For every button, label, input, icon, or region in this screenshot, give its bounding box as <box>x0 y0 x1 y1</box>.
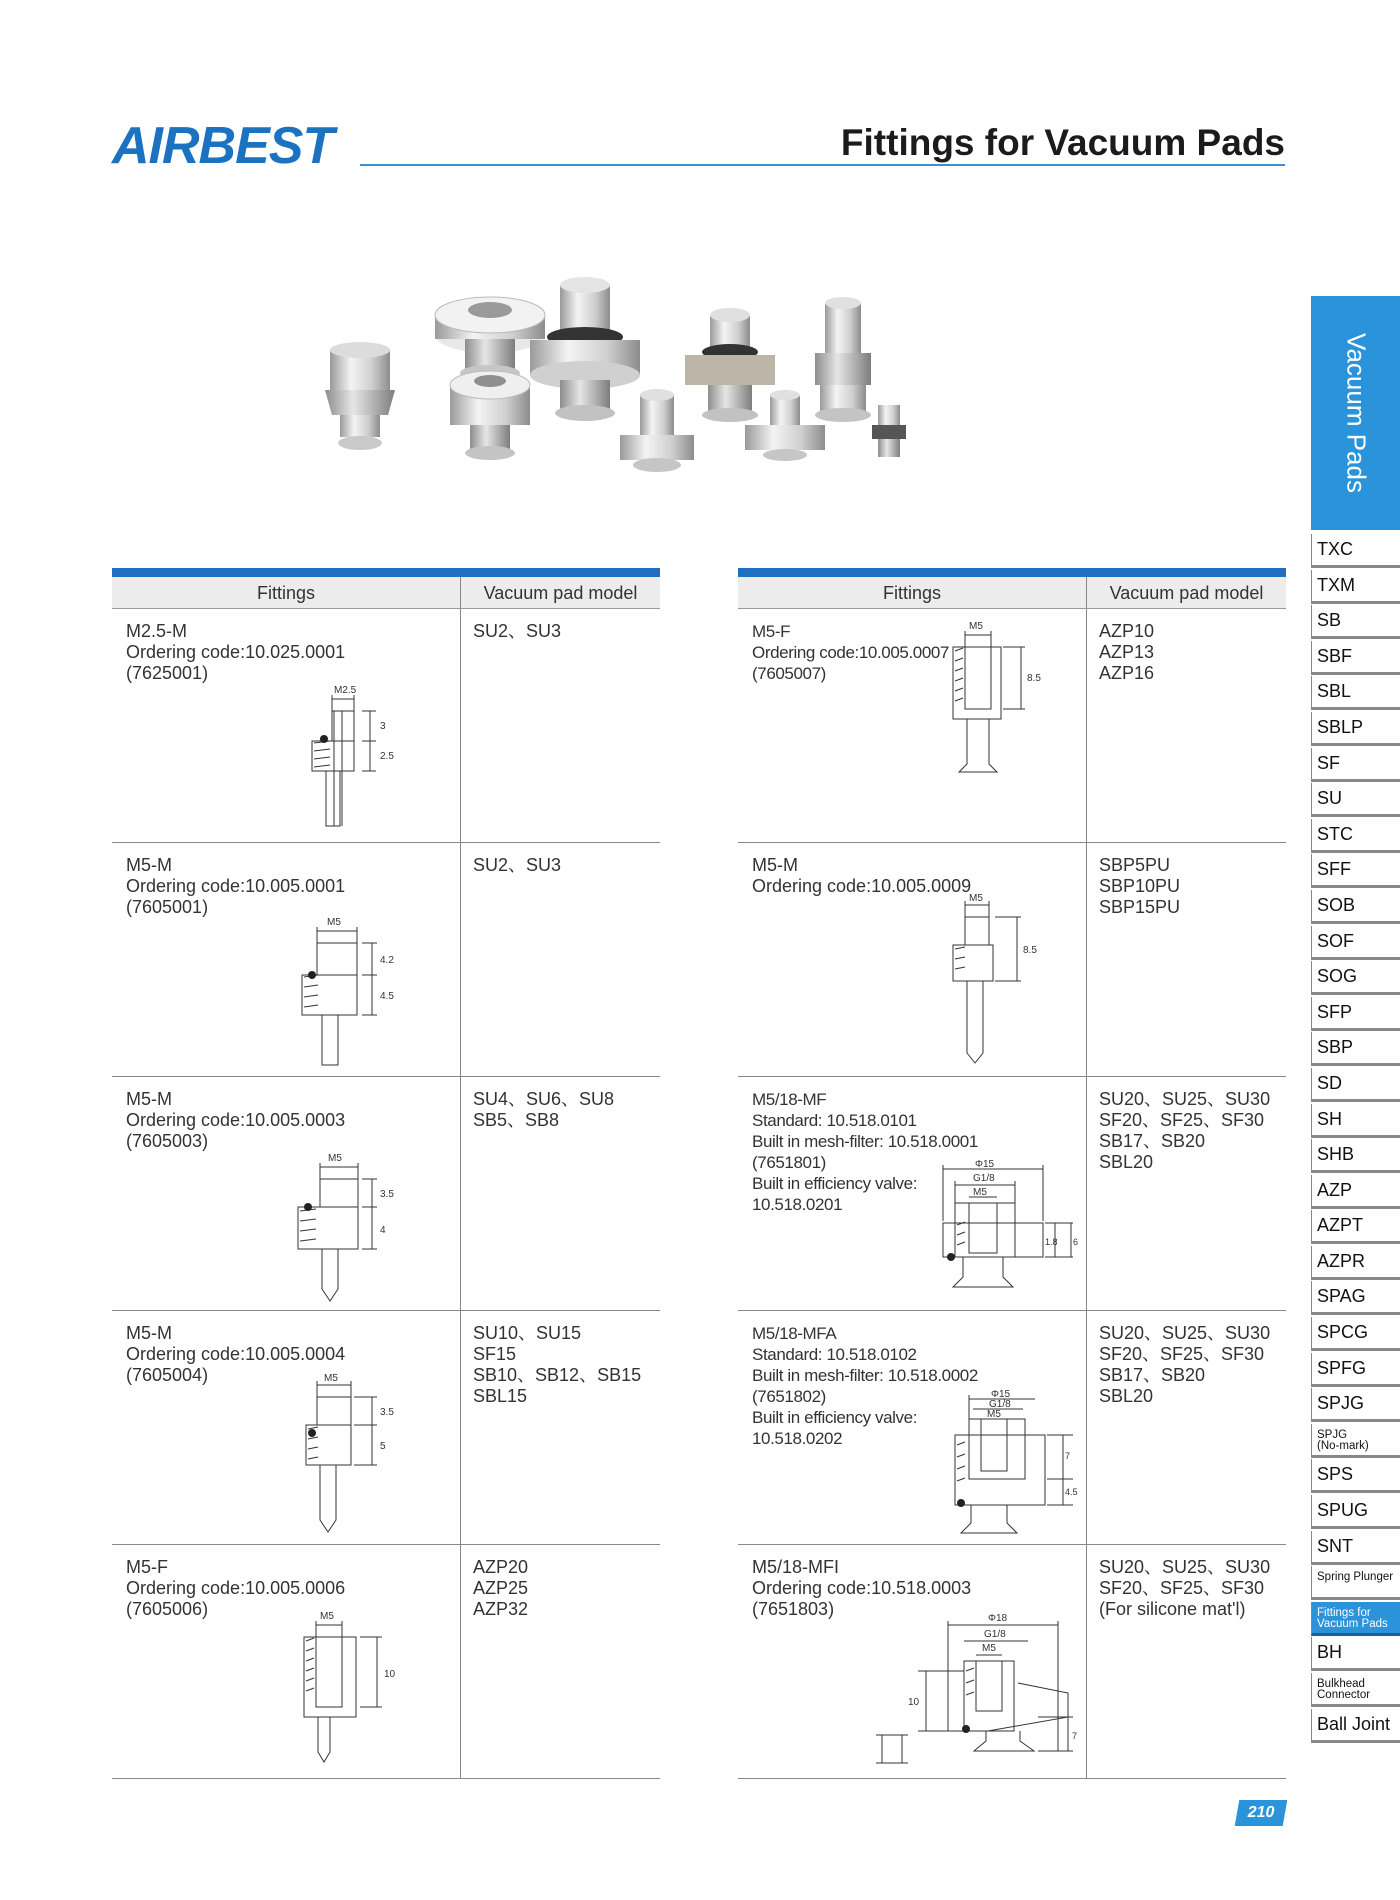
svg-text:8.5: 8.5 <box>1023 945 1037 956</box>
page-title: Fittings for Vacuum Pads <box>840 122 1285 163</box>
brand-logo: AIRBEST <box>112 117 334 175</box>
fitting-photo-5 <box>620 389 694 472</box>
header-vacuum-pad-model: Vacuum pad model <box>483 583 638 603</box>
side-nav-item[interactable]: SU <box>1311 783 1400 817</box>
fitting-drawing-m5-m <box>262 1149 432 1309</box>
pad-models: SU2、SU3 <box>473 855 562 875</box>
svg-text:M5: M5 <box>982 1643 996 1654</box>
table-row <box>738 1077 1286 1311</box>
fitting-description: M5-M Ordering code:10.005.0001 (7605001) <box>126 855 346 917</box>
svg-text:3: 3 <box>380 721 386 732</box>
table-row <box>112 1311 660 1545</box>
side-nav-item[interactable]: SPAG <box>1311 1281 1400 1315</box>
fitting-description: M5/18-MF Standard: 10.518.0101 Built in mesh-filter: 10.518.0001 (7651801) Built in efficiency valve: 10.518.0201 <box>752 1090 978 1214</box>
svg-text:M5: M5 <box>969 621 983 632</box>
side-nav-item[interactable]: SNT <box>1311 1531 1400 1565</box>
side-nav-item[interactable]: Spring Plunger <box>1311 1566 1400 1600</box>
table-row <box>738 1311 1286 1545</box>
svg-text:1.8: 1.8 <box>1045 1237 1058 1247</box>
side-nav-item[interactable]: SOB <box>1311 890 1400 924</box>
svg-text:7: 7 <box>1072 1731 1078 1741</box>
svg-text:8.5: 8.5 <box>1027 673 1041 684</box>
side-nav-item[interactable]: SHB <box>1311 1139 1400 1173</box>
svg-text:M5: M5 <box>973 1187 987 1198</box>
side-nav-list <box>1311 534 1400 1744</box>
fittings-table-right <box>738 568 1286 1779</box>
pad-models: SBP5PU SBP10PU SBP15PU <box>1099 855 1181 917</box>
svg-text:M5: M5 <box>328 1153 342 1164</box>
svg-text:3.5: 3.5 <box>380 1189 394 1200</box>
fitting-photo-4 <box>530 277 640 421</box>
fitting-drawing-m5-m <box>923 893 1083 1073</box>
svg-text:4.5: 4.5 <box>1065 1487 1078 1497</box>
svg-text:G1/8: G1/8 <box>973 1173 995 1184</box>
side-nav-item[interactable]: SB <box>1311 605 1400 639</box>
fitting-photo-7 <box>745 390 825 461</box>
fitting-description: M5/18-MFI Ordering code:10.518.0003 (7651803) <box>752 1557 972 1619</box>
svg-text:7: 7 <box>1065 1451 1071 1461</box>
table-row <box>112 1077 660 1311</box>
table-top-bar <box>112 568 660 577</box>
fitting-description: M5-M Ordering code:10.005.0004 (7605004) <box>126 1323 346 1385</box>
side-nav-item[interactable]: SPCG <box>1311 1317 1400 1351</box>
svg-text:2.5: 2.5 <box>380 751 394 762</box>
pad-models: SU2、SU3 <box>473 621 562 641</box>
header-rule <box>360 164 1285 166</box>
fitting-photo-6 <box>685 308 775 422</box>
page-number: 210 <box>1235 1800 1288 1826</box>
fitting-description: M5-F Ordering code:10.005.0007 (7605007) <box>752 622 949 683</box>
side-nav-item[interactable]: SOF <box>1311 926 1400 960</box>
side-nav-item[interactable]: SD <box>1311 1068 1400 1102</box>
table-row <box>112 1545 660 1779</box>
svg-text:M5: M5 <box>327 917 341 928</box>
pad-models: SU20、SU25、SU30 SF20、SF25、SF30 (For silicone mat'l) <box>1099 1557 1271 1619</box>
svg-text:M5: M5 <box>969 893 983 904</box>
svg-text:6: 6 <box>1073 1237 1079 1247</box>
svg-text:M5: M5 <box>987 1409 1001 1420</box>
svg-text:Φ15: Φ15 <box>975 1159 995 1170</box>
fitting-drawing-m5-18-mfi <box>868 1611 1083 1775</box>
side-nav-item[interactable]: SPJG (No-mark) <box>1311 1424 1400 1458</box>
svg-text:M2.5: M2.5 <box>334 685 357 696</box>
side-nav-item[interactable]: TXM <box>1311 570 1400 604</box>
side-nav-item[interactable]: SFP <box>1311 997 1400 1031</box>
side-nav-item[interactable]: SOG <box>1311 961 1400 995</box>
side-nav-item[interactable]: AZP <box>1311 1175 1400 1209</box>
fitting-drawing-m5-18-mfa <box>943 1389 1083 1543</box>
fitting-drawing-m5-f <box>923 617 1083 787</box>
section-tab-vacuum-pads[interactable]: Vacuum Pads <box>1311 296 1400 530</box>
fitting-drawing-m5-m <box>262 1373 432 1541</box>
side-nav-item[interactable]: AZPT <box>1311 1210 1400 1244</box>
svg-text:Φ18: Φ18 <box>988 1613 1008 1624</box>
svg-text:4.2: 4.2 <box>380 955 394 966</box>
product-photo <box>280 255 1140 495</box>
side-nav-item[interactable]: SPUG <box>1311 1495 1400 1529</box>
table-row <box>112 609 660 843</box>
fittings-table-left <box>112 568 660 1779</box>
fitting-description: M5-M Ordering code:10.005.0003 (7605003) <box>126 1089 346 1151</box>
table-header <box>738 577 1286 609</box>
side-nav-item[interactable]: SBF <box>1311 641 1400 675</box>
side-nav-item[interactable]: Fittings for Vacuum Pads <box>1311 1602 1400 1636</box>
table-header <box>112 577 660 609</box>
side-nav-item[interactable]: SBLP <box>1311 712 1400 746</box>
side-nav-item[interactable]: SPJG <box>1311 1388 1400 1422</box>
svg-text:G1/8: G1/8 <box>984 1629 1006 1640</box>
side-nav-item[interactable]: TXC <box>1311 534 1400 568</box>
side-nav-item[interactable]: SPS <box>1311 1459 1400 1493</box>
pad-models: AZP20 AZP25 AZP32 <box>473 1557 529 1619</box>
side-nav-item[interactable]: Ball Joint <box>1311 1709 1400 1743</box>
svg-text:G1/8: G1/8 <box>989 1399 1011 1410</box>
svg-text:4.5: 4.5 <box>380 991 394 1002</box>
fitting-description: M5/18-MFA Standard: 10.518.0102 Built in mesh-filter: 10.518.0002 (7651802) Built in efficiency valve: 10.518.0202 <box>752 1324 978 1448</box>
table-row <box>112 843 660 1077</box>
fitting-photo-9 <box>872 405 906 457</box>
svg-text:M5: M5 <box>320 1611 334 1622</box>
header-fittings: Fittings <box>112 577 461 608</box>
table-row <box>738 843 1286 1077</box>
svg-text:3.5: 3.5 <box>380 1407 394 1418</box>
pad-models: SU10、SU15 SF15 SB10、SB12、SB15 SBL15 <box>473 1323 642 1406</box>
pad-models: SU20、SU25、SU30 SF20、SF25、SF30 SB17、SB20 SBL20 <box>1099 1089 1271 1172</box>
fitting-description: M5-F Ordering code:10.005.0006 (7605006) <box>126 1557 346 1619</box>
fitting-description: M2.5-M Ordering code:10.025.0001 (7625001) <box>126 621 346 683</box>
pad-models: SU20、SU25、SU30 SF20、SF25、SF30 SB17、SB20 SBL20 <box>1099 1323 1271 1406</box>
svg-text:M5: M5 <box>324 1373 338 1384</box>
table-row <box>738 609 1286 843</box>
header-fittings: Fittings <box>738 577 1087 608</box>
pad-models: AZP10 AZP13 AZP16 <box>1099 621 1155 683</box>
side-nav-item[interactable]: Bulkhead Connector <box>1311 1673 1400 1707</box>
pad-models: SU4、SU6、SU8 SB5、SB8 <box>473 1089 615 1130</box>
side-nav-item[interactable]: SPFG <box>1311 1353 1400 1387</box>
fitting-description: M5-M Ordering code:10.005.0009 <box>752 855 972 896</box>
table-row <box>738 1545 1286 1779</box>
svg-text:Φ15: Φ15 <box>991 1389 1011 1400</box>
svg-text:10: 10 <box>384 1669 396 1680</box>
fitting-photo-1 <box>325 342 395 450</box>
side-nav-item[interactable]: SFF <box>1311 854 1400 888</box>
side-nav-item[interactable]: SBL <box>1311 676 1400 710</box>
fitting-photo-8 <box>815 297 871 422</box>
fitting-photo-3 <box>450 371 530 460</box>
side-nav-item[interactable]: SF <box>1311 748 1400 782</box>
header-vacuum-pad-model: Vacuum pad model <box>1109 583 1264 603</box>
svg-text:5: 5 <box>380 1441 386 1452</box>
side-nav-item[interactable]: SBP <box>1311 1032 1400 1066</box>
fitting-photo-2 <box>435 297 545 381</box>
side-nav-item[interactable]: STC <box>1311 819 1400 853</box>
fitting-drawing-m5-f <box>262 1607 432 1775</box>
side-nav-item[interactable]: SH <box>1311 1104 1400 1138</box>
side-nav-item[interactable]: BH <box>1311 1637 1400 1671</box>
fitting-drawing-m5-m <box>262 913 432 1073</box>
svg-text:10: 10 <box>908 1697 920 1708</box>
fitting-drawing-m2-5-m <box>272 671 432 831</box>
fitting-drawing-m5-18-mf <box>933 1159 1083 1309</box>
svg-text:4: 4 <box>380 1225 386 1236</box>
side-nav-item[interactable]: AZPR <box>1311 1246 1400 1280</box>
table-top-bar <box>738 568 1286 577</box>
